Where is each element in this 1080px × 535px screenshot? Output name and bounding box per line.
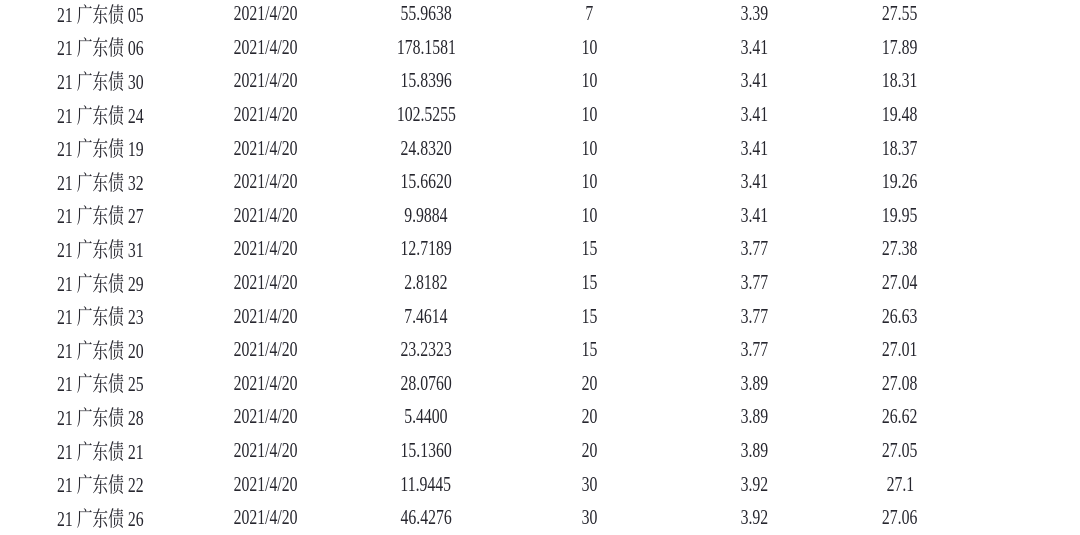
amount-cell: [352, 165, 500, 199]
bond-name-cell: [0, 0, 180, 31]
rate-cell: [678, 0, 830, 31]
amount-cell: [352, 199, 500, 233]
term-text: 15: [581, 236, 597, 261]
bond-name-text: 21 广东债 22: [57, 473, 144, 498]
table-row: [0, 434, 1080, 468]
amount-cell: [352, 64, 500, 98]
issue-date-text: 2021/4/20: [234, 303, 298, 328]
rate-cell: [678, 299, 830, 333]
issue-date-text: 2021/4/20: [234, 438, 298, 463]
bond-name-text: 21 广东债 32: [57, 170, 144, 195]
rate-cell: [678, 266, 830, 300]
value-cell: [830, 501, 970, 535]
spacer-cell: [970, 64, 1080, 98]
bond-name-cell: [0, 232, 180, 266]
amount-text: 9.9884: [404, 202, 448, 227]
bond-name-text: 21 广东债 26: [57, 506, 144, 531]
value-cell: [830, 0, 970, 31]
amount-text: 15.1360: [400, 438, 452, 463]
value-cell: [830, 333, 970, 367]
term-text: 7: [585, 1, 593, 26]
term-text: 30: [581, 471, 597, 496]
spacer-cell: [970, 165, 1080, 199]
issue-date-text: 2021/4/20: [234, 135, 298, 160]
bond-name-cell: [0, 64, 180, 98]
bond-name-cell: [0, 434, 180, 468]
issue-date-text: 2021/4/20: [234, 270, 298, 295]
value-cell: [830, 266, 970, 300]
issue-date-text: 2021/4/20: [234, 471, 298, 496]
value-cell: [830, 165, 970, 199]
issue-date-cell: [180, 0, 352, 31]
table-row: [0, 501, 1080, 535]
value-cell: [830, 64, 970, 98]
amount-text: 11.9445: [400, 471, 452, 496]
term-cell: [500, 400, 678, 434]
rate-cell: [678, 31, 830, 65]
amount-cell: [352, 400, 500, 434]
issue-date-cell: [180, 199, 352, 233]
bond-name-cell: [0, 31, 180, 65]
spacer-cell: [970, 266, 1080, 300]
bond-name-text: 21 广东债 05: [57, 2, 144, 27]
rate-cell: [678, 501, 830, 535]
issue-date-cell: [180, 98, 352, 132]
term-text: 15: [581, 270, 597, 295]
table-row: [0, 333, 1080, 367]
amount-cell: [352, 0, 500, 31]
value-cell: [830, 467, 970, 501]
issue-date-text: 2021/4/20: [234, 370, 298, 395]
issue-date-text: 2021/4/20: [234, 68, 298, 93]
value-text: 27.38: [882, 236, 918, 261]
table-row: [0, 165, 1080, 199]
issue-date-text: 2021/4/20: [234, 169, 298, 194]
table-row: [0, 0, 1080, 31]
amount-text: 46.4276: [400, 505, 452, 530]
bond-name-cell: [0, 467, 180, 501]
value-text: 19.26: [882, 169, 918, 194]
term-cell: [500, 31, 678, 65]
issue-date-cell: [180, 434, 352, 468]
value-text: 27.1: [886, 471, 914, 496]
value-text: 27.55: [882, 1, 918, 26]
term-cell: [500, 232, 678, 266]
term-text: 10: [581, 68, 597, 93]
bond-name-text: 21 广东债 24: [57, 103, 144, 128]
term-cell: [500, 0, 678, 31]
term-text: 10: [581, 135, 597, 160]
issue-date-text: 2021/4/20: [234, 1, 298, 26]
term-text: 10: [581, 34, 597, 59]
issue-date-text: 2021/4/20: [234, 202, 298, 227]
rate-text: 3.92: [740, 471, 768, 496]
spacer-cell: [970, 333, 1080, 367]
amount-cell: [352, 98, 500, 132]
amount-text: 55.9638: [400, 1, 452, 26]
term-cell: [500, 199, 678, 233]
bond-name-cell: [0, 299, 180, 333]
table-row: [0, 199, 1080, 233]
value-cell: [830, 98, 970, 132]
value-cell: [830, 199, 970, 233]
value-text: 27.01: [882, 337, 918, 362]
value-text: 27.08: [882, 370, 918, 395]
issue-date-cell: [180, 232, 352, 266]
amount-text: 5.4400: [404, 404, 448, 429]
bond-name-cell: [0, 199, 180, 233]
table-row: [0, 98, 1080, 132]
amount-text: 15.6620: [400, 169, 452, 194]
term-text: 10: [581, 169, 597, 194]
spacer-cell: [970, 31, 1080, 65]
term-cell: [500, 501, 678, 535]
issue-date-cell: [180, 467, 352, 501]
rate-cell: [678, 400, 830, 434]
term-cell: [500, 165, 678, 199]
issue-date-cell: [180, 266, 352, 300]
issue-date-text: 2021/4/20: [234, 102, 298, 127]
value-text: 19.95: [882, 202, 918, 227]
value-cell: [830, 299, 970, 333]
rate-cell: [678, 165, 830, 199]
bond-name-text: 21 广东债 19: [57, 137, 144, 162]
bond-name-text: 21 广东债 29: [57, 271, 144, 296]
bond-name-text: 21 广东债 28: [57, 405, 144, 430]
issue-date-text: 2021/4/20: [234, 505, 298, 530]
term-cell: [500, 434, 678, 468]
term-text: 15: [581, 303, 597, 328]
rate-text: 3.77: [740, 270, 768, 295]
table-row: [0, 299, 1080, 333]
bond-name-text: 21 广东债 27: [57, 204, 144, 229]
rate-cell: [678, 64, 830, 98]
bond-name-cell: [0, 131, 180, 165]
issue-date-cell: [180, 367, 352, 401]
rate-text: 3.89: [740, 370, 768, 395]
bond-name-cell: [0, 165, 180, 199]
spacer-cell: [970, 199, 1080, 233]
term-cell: [500, 467, 678, 501]
value-cell: [830, 400, 970, 434]
term-cell: [500, 64, 678, 98]
issue-date-text: 2021/4/20: [234, 34, 298, 59]
value-text: 18.31: [882, 68, 918, 93]
term-cell: [500, 266, 678, 300]
amount-text: 178.1581: [396, 34, 456, 59]
rate-cell: [678, 333, 830, 367]
table-row: [0, 367, 1080, 401]
term-text: 10: [581, 102, 597, 127]
rate-text: 3.77: [740, 236, 768, 261]
value-text: 27.05: [882, 438, 918, 463]
issue-date-cell: [180, 31, 352, 65]
issue-date-cell: [180, 333, 352, 367]
term-cell: [500, 367, 678, 401]
spacer-cell: [970, 501, 1080, 535]
bond-name-text: 21 广东债 25: [57, 372, 144, 397]
term-text: 30: [581, 505, 597, 530]
rate-cell: [678, 232, 830, 266]
table-row: [0, 400, 1080, 434]
bond-name-cell: [0, 501, 180, 535]
amount-cell: [352, 31, 500, 65]
value-text: 27.04: [882, 270, 918, 295]
spacer-cell: [970, 299, 1080, 333]
bond-name-text: 21 广东债 30: [57, 69, 144, 94]
term-text: 20: [581, 438, 597, 463]
value-text: 17.89: [882, 34, 918, 59]
spacer-cell: [970, 400, 1080, 434]
term-text: 10: [581, 202, 597, 227]
rate-cell: [678, 467, 830, 501]
amount-cell: [352, 299, 500, 333]
bond-name-cell: [0, 266, 180, 300]
rate-text: 3.77: [740, 303, 768, 328]
table-row: [0, 131, 1080, 165]
amount-cell: [352, 501, 500, 535]
rate-text: 3.41: [740, 135, 768, 160]
bond-name-text: 21 广东债 31: [57, 237, 144, 262]
spacer-cell: [970, 98, 1080, 132]
term-text: 20: [581, 370, 597, 395]
amount-cell: [352, 333, 500, 367]
amount-cell: [352, 232, 500, 266]
value-cell: [830, 31, 970, 65]
value-text: 18.37: [882, 135, 918, 160]
rate-text: 3.41: [740, 102, 768, 127]
rate-cell: [678, 434, 830, 468]
spacer-cell: [970, 131, 1080, 165]
rate-cell: [678, 131, 830, 165]
term-text: 20: [581, 404, 597, 429]
term-cell: [500, 333, 678, 367]
rate-cell: [678, 367, 830, 401]
issue-date-cell: [180, 400, 352, 434]
rate-text: 3.89: [740, 404, 768, 429]
table-row: [0, 467, 1080, 501]
bond-name-text: 21 广东债 23: [57, 305, 144, 330]
issue-date-cell: [180, 131, 352, 165]
amount-text: 24.8320: [400, 135, 452, 160]
rate-text: 3.89: [740, 438, 768, 463]
table-row: [0, 31, 1080, 65]
issue-date-text: 2021/4/20: [234, 337, 298, 362]
amount-text: 15.8396: [400, 68, 452, 93]
rate-text: 3.39: [740, 1, 768, 26]
rate-text: 3.41: [740, 202, 768, 227]
bond-name-cell: [0, 400, 180, 434]
issue-date-cell: [180, 64, 352, 98]
rate-cell: [678, 199, 830, 233]
value-cell: [830, 434, 970, 468]
rate-cell: [678, 98, 830, 132]
amount-text: 23.2323: [400, 337, 452, 362]
bond-name-cell: [0, 333, 180, 367]
issue-date-cell: [180, 299, 352, 333]
table-row: [0, 64, 1080, 98]
value-cell: [830, 232, 970, 266]
amount-text: 2.8182: [404, 270, 448, 295]
term-text: 15: [581, 337, 597, 362]
amount-cell: [352, 367, 500, 401]
value-text: 26.62: [882, 404, 918, 429]
amount-text: 102.5255: [396, 102, 456, 127]
value-cell: [830, 367, 970, 401]
value-text: 19.48: [882, 102, 918, 127]
bond-name-cell: [0, 367, 180, 401]
rate-text: 3.92: [740, 505, 768, 530]
rate-text: 3.41: [740, 169, 768, 194]
spacer-cell: [970, 367, 1080, 401]
spacer-cell: [970, 0, 1080, 31]
bond-name-text: 21 广东债 21: [57, 439, 144, 464]
value-cell: [830, 131, 970, 165]
amount-text: 12.7189: [400, 236, 452, 261]
spacer-cell: [970, 232, 1080, 266]
value-text: 27.06: [882, 505, 918, 530]
spacer-cell: [970, 434, 1080, 468]
bond-name-text: 21 广东债 06: [57, 36, 144, 61]
amount-text: 28.0760: [400, 370, 452, 395]
term-cell: [500, 131, 678, 165]
term-cell: [500, 98, 678, 132]
spacer-cell: [970, 467, 1080, 501]
amount-cell: [352, 434, 500, 468]
issue-date-text: 2021/4/20: [234, 404, 298, 429]
table-row: [0, 266, 1080, 300]
term-cell: [500, 299, 678, 333]
amount-cell: [352, 266, 500, 300]
issue-date-text: 2021/4/20: [234, 236, 298, 261]
value-text: 26.63: [882, 303, 918, 328]
bond-name-cell: [0, 98, 180, 132]
issue-date-cell: [180, 165, 352, 199]
issue-date-cell: [180, 501, 352, 535]
table-row: [0, 232, 1080, 266]
rate-text: 3.41: [740, 34, 768, 59]
bond-name-text: 21 广东债 20: [57, 338, 144, 363]
rate-text: 3.77: [740, 337, 768, 362]
amount-text: 7.4614: [404, 303, 448, 328]
amount-cell: [352, 131, 500, 165]
rate-text: 3.41: [740, 68, 768, 93]
amount-cell: [352, 467, 500, 501]
